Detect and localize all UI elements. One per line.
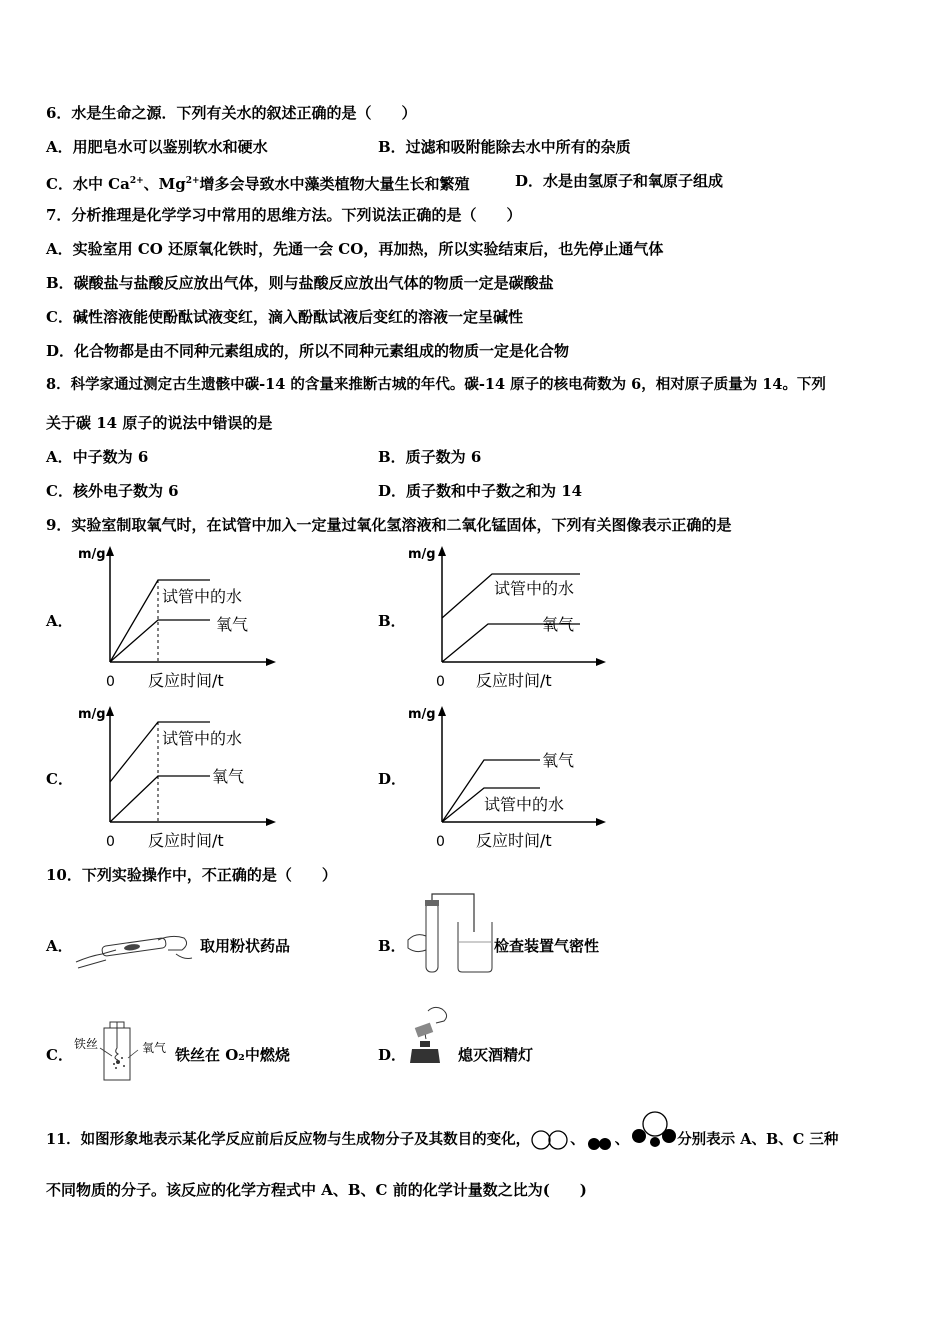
graph-b-y-arrow	[438, 546, 446, 556]
graph-c-origin: 0	[106, 834, 115, 850]
beaker-icon	[458, 922, 492, 972]
graph-a-ylabel: m/g	[78, 547, 106, 562]
graph-c-oxygen-label: 氧气	[212, 767, 245, 786]
graph-a-oxygen-line	[110, 620, 210, 662]
q9-graph-a	[70, 540, 310, 690]
graph-b-ylabel: m/g	[408, 547, 436, 562]
q7-stem: 7．分析推理是化学学习中常用的思维方法。下列说法正确的是（ ）	[46, 206, 522, 224]
q11-stem-line2: 不同物质的分子。该反应的化学方程式中 A、B、C 前的化学计量数之比为( )	[46, 1181, 587, 1199]
q9-graph-d	[400, 700, 640, 850]
q11-stem-post: 分别表示 A、B、C 三种	[677, 1131, 839, 1148]
q10-option-a-text: 取用粉状药品	[200, 937, 291, 955]
q11-sep1: 、	[570, 1131, 585, 1148]
q11-stem-pre: 11．如图形象地表示某化学反应前后反应物与生成物分子及其数目的变化，	[46, 1131, 531, 1148]
graph-d-y-arrow	[438, 706, 446, 716]
q10-option-b-label: B．	[378, 937, 406, 955]
q11-stem-line1	[46, 1128, 838, 1152]
q10-option-c-label: C．	[46, 1046, 73, 1064]
q8-stem-line1: 8．科学家通过测定古生遗骸中碳-14 的含量来推断古城的年代。碳-14 原子的核电荷数为 6，相对原子质量为 14。下列	[46, 376, 826, 393]
graph-a-x-arrow	[266, 658, 276, 666]
graph-d-oxygen-label: 氧气	[542, 751, 575, 770]
q7-option-a: A．实验室用 CO 还原氧化铁时，先通一会 CO，再加热，所以实验结束后，也先停止通气体	[46, 240, 664, 258]
q9-option-b-label: B．	[378, 612, 406, 630]
q9-option-c-label: C．	[46, 770, 73, 788]
q10-b-airtight-illustration	[404, 892, 494, 977]
q6-c-sup1: 2+	[129, 176, 144, 186]
graph-d-ylabel: m/g	[408, 707, 436, 722]
q8-option-d: D．质子数和中子数之和为 14	[378, 482, 583, 500]
graph-b-origin: 0	[436, 674, 445, 690]
q10-d-alcohol-lamp-illustration	[402, 1005, 454, 1067]
graph-a-xlabel: 反应时间/t	[148, 671, 224, 690]
graph-a-water-label: 试管中的水	[162, 587, 243, 606]
q9-graph-c	[70, 700, 310, 850]
graph-c-oxygen-line	[110, 776, 210, 822]
test-tube-icon	[426, 902, 438, 972]
q6-option-c	[46, 171, 470, 194]
alcohol-lamp-icon	[410, 1049, 440, 1063]
q8-option-b: B．质子数为 6	[378, 448, 482, 466]
graph-b-oxygen-label: 氧气	[542, 615, 575, 634]
q10-option-d-text: 熄灭酒精灯	[458, 1046, 534, 1064]
q10-option-d-label: D．	[378, 1046, 407, 1064]
q6-c-post: 增多会导致水中藻类植物大量生长和繁殖	[199, 175, 470, 193]
hand-icon	[408, 935, 426, 952]
q10-stem: 10．下列实验操作中，不正确的是（ ）	[46, 866, 337, 884]
q6-option-b: B．过滤和吸附能除去水中所有的杂质	[378, 138, 631, 156]
q9-option-a-label: A．	[46, 612, 73, 630]
graph-c-ylabel: m/g	[78, 707, 106, 722]
q11-sep2: 、	[614, 1131, 630, 1148]
graph-b-xlabel: 反应时间/t	[476, 671, 552, 690]
graph-c-x-arrow	[266, 818, 276, 826]
hand-left-icon	[76, 950, 116, 962]
molecule-a-icon	[530, 1128, 570, 1152]
graph-c-water-label: 试管中的水	[162, 729, 243, 748]
q6-option-a: A．用肥皂水可以鉴别软水和硬水	[46, 138, 268, 156]
graph-b-x-arrow	[596, 658, 606, 666]
q7-option-b: B．碳酸盐与盐酸反应放出气体，则与盐酸反应放出气体的物质一定是碳酸盐	[46, 274, 554, 292]
graph-a-oxygen-label: 氧气	[216, 615, 249, 634]
q6-c-sup2: 2+	[185, 176, 200, 186]
q9-stem: 9．实验室制取氧气时，在试管中加入一定量过氧化氢溶液和二氧化锰固体，下列有关图像表示正确的是	[46, 516, 732, 534]
graph-c-y-arrow	[106, 706, 114, 716]
q6-c-pre: C．水中 Ca	[46, 175, 130, 193]
q10-c-iron-label: 铁丝	[74, 1037, 99, 1051]
molecule-c-icon	[629, 1110, 677, 1150]
graph-d-x-arrow	[596, 818, 606, 826]
q9-graph-b	[400, 540, 640, 690]
q8-option-c: C．核外电子数为 6	[46, 482, 179, 500]
graph-c-xlabel: 反应时间/t	[148, 831, 224, 850]
graph-a-y-arrow	[106, 546, 114, 556]
q10-option-a-label: A．	[46, 937, 73, 955]
graph-d-origin: 0	[436, 834, 445, 850]
molecule-b-icon	[585, 1128, 615, 1152]
q9-option-d-label: D．	[378, 770, 407, 788]
q10-a-powder-illustration	[72, 920, 197, 975]
hand-icon	[428, 1007, 447, 1023]
q10-c-iron-burning-illustration	[72, 1018, 172, 1083]
q10-option-b-text: 检查装置气密性	[494, 937, 600, 955]
q6-stem: 6．水是生命之源．下列有关水的叙述正确的是（ ）	[46, 104, 417, 122]
graph-b-water-label: 试管中的水	[494, 579, 575, 598]
q10-c-oxygen-label: 氧气	[142, 1041, 167, 1055]
q6-option-d: D．水是由氢原子和氧原子组成	[515, 172, 724, 190]
lamp-cap-icon	[415, 1023, 433, 1038]
graph-d-water-label: 试管中的水	[484, 795, 565, 814]
graph-d-xlabel: 反应时间/t	[476, 831, 552, 850]
q8-option-a: A．中子数为 6	[46, 448, 149, 466]
q7-option-d: D．化合物都是由不同种元素组成的，所以不同种元素组成的物质一定是化合物	[46, 342, 570, 360]
q6-c-mid: 、Mg	[143, 175, 186, 193]
graph-a-origin: 0	[106, 674, 115, 690]
q10-option-c-text: 铁丝在 O₂中燃烧	[175, 1046, 290, 1064]
q8-stem-line2: 关于碳 14 原子的说法中错误的是	[46, 414, 273, 432]
q7-option-c: C．碱性溶液能使酚酞试液变红，滴入酚酞试液后变红的溶液一定呈碱性	[46, 308, 523, 326]
